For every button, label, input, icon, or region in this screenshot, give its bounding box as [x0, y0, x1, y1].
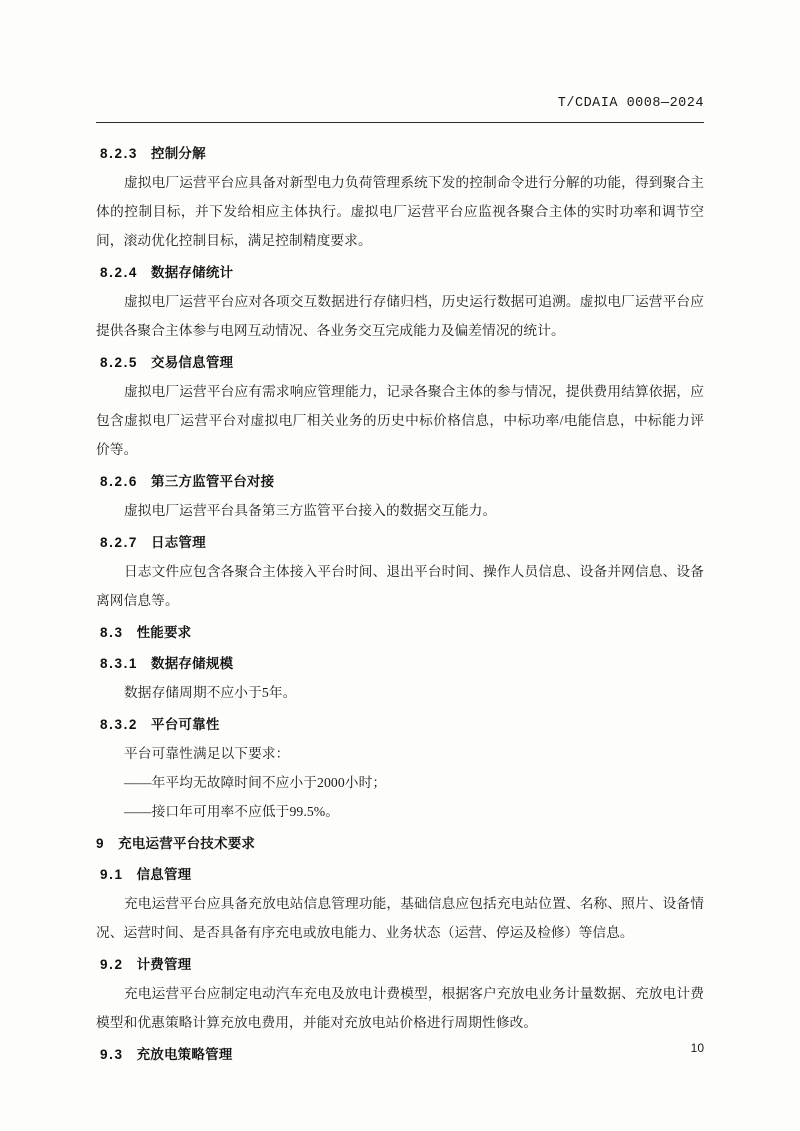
page-content-area — [96, 0, 704, 1131]
section-title: 充电运营平台技术要求 — [118, 836, 256, 851]
section-heading — [100, 620, 704, 646]
section-heading — [100, 530, 704, 556]
section-heading — [100, 141, 704, 167]
section-paragraph: 虚拟电厂运营平台具备第三方监管平台接入的数据交互能力。 — [124, 503, 497, 518]
section-title: 控制分解 — [151, 146, 206, 161]
section-heading — [100, 651, 704, 677]
section-number: 9.1 — [100, 867, 124, 882]
section-paragraph: 充电运营平台应具备充放电站信息管理功能，基础信息应包括充电站位置、名称、照片、设备情况、运营时间、是否具备有序充电或放电能力、业务状态（运营、停运及检修）等信息。 — [96, 896, 704, 940]
section-number: 8.2.3 — [100, 146, 139, 161]
section-title: 计费管理 — [136, 957, 192, 972]
section-heading — [96, 831, 704, 857]
section-number: 8.2.6 — [100, 474, 139, 489]
section-title: 信息管理 — [136, 867, 192, 882]
section-number: 9.3 — [100, 1047, 124, 1062]
section-paragraph: 虚拟电厂运营平台应具备对新型电力负荷管理系统下发的控制命令进行分解的功能，得到聚合主体的控制目标，并下发给相应主体执行。虚拟电厂运营平台应监视各聚合主体的实时功率和调节空间，滚动优化控制目标，满足控制精度要求。 — [96, 175, 704, 248]
section-paragraph: 虚拟电厂运营平台应有需求响应管理能力，记录各聚合主体的参与情况，提供费用结算依据，应包含虚拟电厂运营平台对虚拟电厂相关业务的历史中标价格信息，中标功率/电能信息，中标能力评价等。 — [96, 384, 704, 457]
section-number: 8.2.5 — [100, 355, 139, 370]
section-number: 8.2.7 — [100, 535, 139, 550]
section-heading — [100, 712, 704, 738]
section-title: 第三方监管平台对接 — [151, 474, 275, 489]
section-paragraph: 虚拟电厂运营平台应对各项交互数据进行存储归档，历史运行数据可追溯。虚拟电厂运营平台应提供各聚合主体参与电网互动情况、各业务交互完成能力及偏差情况的统计。 — [96, 294, 704, 338]
section-heading — [100, 1042, 704, 1068]
section-title: 交易信息管理 — [151, 355, 234, 370]
section-number: 8.3.2 — [100, 717, 139, 732]
section-number: 8.2.4 — [100, 265, 139, 280]
section-heading — [100, 469, 704, 495]
section-number: 9.2 — [100, 957, 124, 972]
page-number: 10 — [690, 1041, 704, 1055]
section-heading — [100, 952, 704, 978]
section-heading — [100, 350, 704, 376]
section-paragraph: 充电运营平台应制定电动汽车充电及放电计费模型，根据客户充放电业务计量数据、充放电计费模型和优惠策略计算充放电费用，并能对充放电站价格进行周期性修改。 — [96, 986, 704, 1030]
section-paragraph: 平台可靠性满足以下要求： — [124, 746, 290, 761]
document-body — [96, 136, 704, 1069]
section-number: 8.3 — [100, 625, 124, 640]
section-heading — [100, 862, 704, 888]
section-title: 平台可靠性 — [151, 717, 220, 732]
section-title: 充放电策略管理 — [136, 1047, 233, 1062]
section-list-item: ——年平均无故障时间不应小于2000小时； — [124, 775, 387, 790]
section-title: 性能要求 — [136, 625, 192, 640]
section-number: 8.3.1 — [100, 656, 139, 671]
section-heading — [100, 260, 704, 286]
section-title: 数据存储统计 — [151, 265, 234, 280]
page-header-standard-id: T/CDAIA 0008—2024 — [557, 96, 704, 111]
section-title: 日志管理 — [151, 535, 206, 550]
section-paragraph: 数据存储周期不应小于5年。 — [124, 685, 297, 700]
section-paragraph: 日志文件应包含各聚合主体接入平台时间、退出平台时间、操作人员信息、设备并网信息、设备离网信息等。 — [96, 564, 704, 608]
section-number: 9 — [96, 836, 106, 851]
header-divider-rule — [96, 122, 704, 123]
section-title: 数据存储规模 — [151, 656, 234, 671]
section-list-item: ——接口年可用率不应低于99.5%。 — [124, 804, 340, 819]
